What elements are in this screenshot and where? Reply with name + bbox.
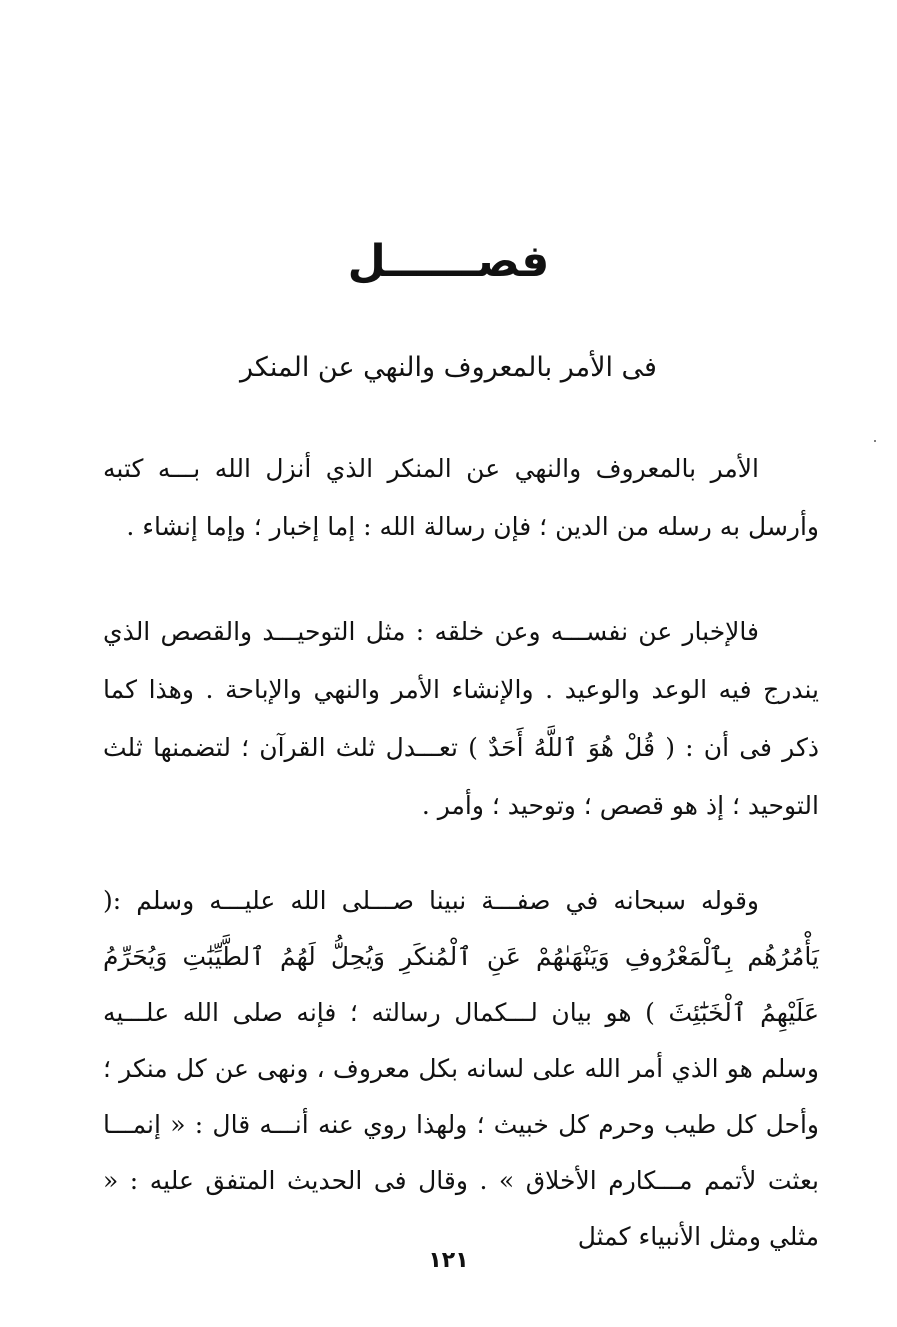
scan-speck (874, 440, 876, 442)
paragraph-2 (103, 603, 819, 835)
paragraph-1 (103, 440, 819, 556)
section-subheading: فى الأمر بالمعروف والنهي عن المنكر (240, 352, 657, 383)
page-number: ١٢١ (428, 1248, 469, 1273)
section-heading: فصــــــل (347, 236, 550, 287)
paragraph-text: وقوله سبحانه في صفـــة نبينا صـــلى الله عليـــه وسلم :( يَأْمُرُهُم بِٱلْمَعْرُوفِ وَيَنْهَىٰهُمْ عَنِ ٱلْمُنكَرِ وَيُحِلُّ لَهُمُ ٱلطَّيِّبَٰتِ وَيُحَرِّمُ عَلَيْهِمُ ٱلْخَبَٰٓئِثَ ) هو بيان لـــكمال رسالته ؛ فإنه صلى الله علـــيه وسلم هو الذي أمر الله على لسانه بكل معروف ، ونهى عن كل منكر ؛ وأحل كل طيب وحرم كل خبيث ؛ ولهذا روي عنه أنـــه قال : « إنمـــا بعثت لأتمم مـــكارم الأخلاق » . وقال فى الحديث المتفق عليه : « مثلي ومثل الأنبياء كمثل (103, 886, 819, 1251)
paragraph-text: الأمر بالمعروف والنهي عن المنكر الذي أنزل الله بـــه كتبه وأرسل به رسله من الدين ؛ فإن رسالة الله : إما إخبار ؛ وإما إنشاء . (103, 454, 819, 541)
paragraph-text: فالإخبار عن نفســـه وعن خلقه : مثل التوحيـــد والقصص الذي يندرج فيه الوعد والوعيد . والإنشاء الأمر والنهي والإباحة . وهذا كما ذكر فى أن : ( قُلْ هُوَ ٱللَّهُ أَحَدٌ ) تعـــدل ثلث القرآن ؛ لتضمنها ثلث التوحيد ؛ إذ هو قصص ؛ وتوحيد ؛ وأمر . (103, 617, 819, 820)
paragraph-3 (103, 873, 819, 1265)
